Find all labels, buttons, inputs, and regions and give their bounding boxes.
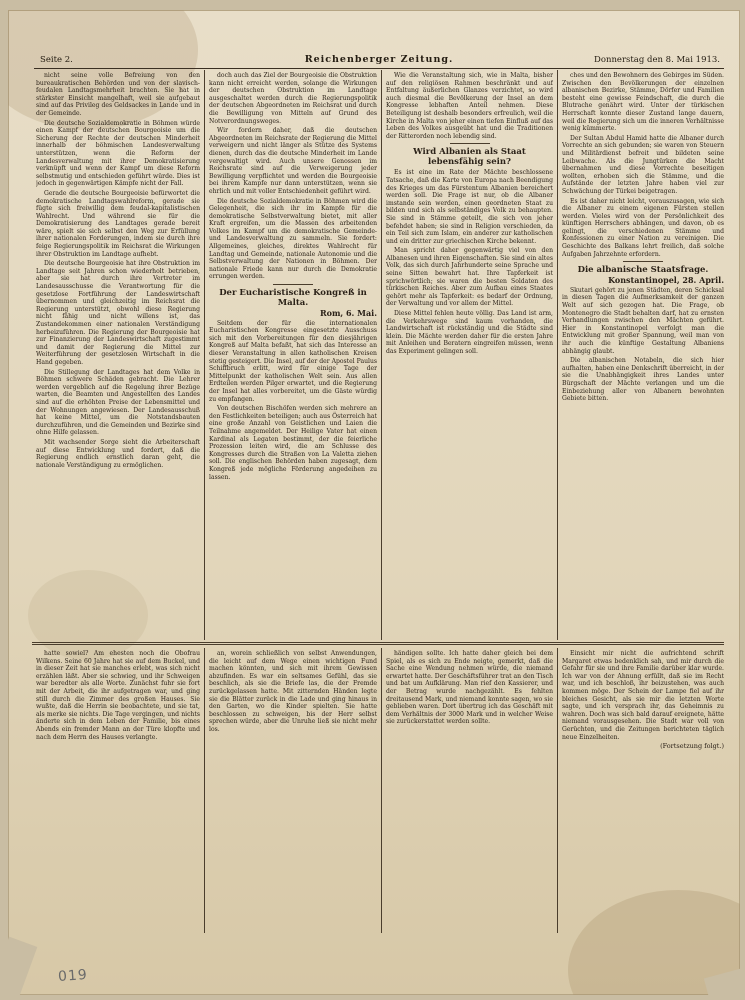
article-paragraph: Die deutsche Sozialdemokratie in Böhmen wird die Gelegenheit, die sich ihr im Kampfe für die demokratische Selbstverwaltung bietet, mit aller Kraft ergreifen, um die Massen des arbeitenden Volkes im Kampf um die demokratische Gemeinde- und Landesverwaltung zu sammeln. Sie fordert: Allgemeines, gleiches, direktes Wahlrecht für Landtag und Gemeinde, nationale Autonomie und die Selbstverwaltung der Nationen in Böhmen. Der nationale Friede kann nur durch die Demokratie errungen werden. [209,197,377,281]
article-paragraph: Wir fordern daher, daß die deutschen Abgeordneten im Reichsrate der Regierung die Mittel verweigern und nicht länger als Stütze des Systems dienen, durch das die deutsche Minderheit im Lande vergewaltigt wird. Auch unsere Genossen im Reichsrate sind auf die Verweigerung jeder Bewilligung verpflichtet und werden die Bourgeoisie bei ihrem Kampfe nur dann unterstützen, wenn sie ehrlich und mit voller Entschiedenheit geführt wird. [209,127,377,195]
article-paragraph: Der Sultan Abdul Hamid hatte die Albaner durch Vorrechte an sich gebunden; sie waren von Steuern und Militärdienst befreit und bildeten seine Leibwache. Als die Jungtürken die Macht übernahmen und diese Vorrechte beseitigen wollten, erhoben sich die Stämme, und die Aufstände der letzten Jahre haben viel zur Schwächung der Türkei beigetragen. [562,134,724,195]
article-paragraph: Seitdem der für die internationalen Eucharistischen Kongresse eingesetzte Ausschuss sich mit den Vorbereitungen für den diesjährigen Kongreß auf Malta befaßt, hat sich das Interesse an dieser Veranstaltung in allen katholischen Kreisen stetig gesteigert. Die Insel, auf der der Apostel Paulus Schiffbruch erlitt, wird für einige Tage der Mittelpunkt der katholischen Welt sein. Aus allen Erdteilen werden Pilger erwartet, und die Regierung der Insel hat alles vorbereitet, um die Gäste würdig zu empfangen. [209,319,377,403]
feuilleton-rule [32,642,724,643]
article-paragraph: Skutari gehört zu jenen Städten, deren Schicksal in diesen Tagen die Aufmerksamkeit der ganzen Welt auf sich gezogen hat. Die Frage, ob Montenegro die Stadt behalten darf, hat zu ernsten Verhandlungen zwischen den Mächten geführt. Hier in Konstantinopel verfolgt man die Entwicklung mit großer Spannung, weil man von ihr auch die künftige Gestaltung Albaniens abhängig glaubt. [562,286,724,355]
column-rule [557,648,558,933]
article-paragraph: doch auch das Ziel der Bourgeoisie die Obstruktion kann nicht erreicht werden, solange die Wirkungen der deutschen Obstruktion im Landtage ausgeschaltet werden durch die Regierungspolitik der deutschen Abgeordneten im Reichsrat und durch die Bewilligung von Mitteln auf Grund des Notverordnungsweges. [209,72,377,125]
column-rule [381,70,382,640]
article-heading: Wird Albanien als Staat lebensfähig sein? [413,147,526,168]
newspaper-page [8,10,740,995]
article-column-1 [36,72,200,638]
article-paragraph: Es ist eine im Rate der Mächte beschlossene Tatsache, daß die Karte von Europa nach Beendigung des Krieges um das Fürstentum Albanien bereichert werden soll. Die Frage ist nur, ob die Albaner imstande sein werden, einen geordneten Staat zu bilden und sich als selbständiges Volk zu behaupten. Sie sind in Stämme geteilt, die sich von jeher befehdet haben; sie sind in Religion verschieden, da ein Teil sich zum Islam, ein anderer zur katholischen und ein dritter zur griechischen Kirche bekennt. [386,169,553,245]
article-column-2 [209,72,377,638]
article-paragraph: Gerade die deutsche Bourgeoisie befürwortet die demokratische Landtagswahlreform, gerade sie fügte sich freiwillig dem feudal-kapitalistischen Wahlrecht. Und während sie für die Demokratisierung des Landtages gerade bereit wäre, spielt sie sich selbst den Weg zur Erfüllung ihrer nationalen Forderungen, indem sie durch ihre feige Regierungspolitik im Reichsrat die Wirkungen ihrer Obstruktion im Landtage aufhebt. [36,189,200,258]
torn-edge [8,937,37,995]
article-heading: Der Eucharistische Kongreß in Malta. [219,288,367,309]
article-dateline: Rom, 6. Mai. [319,308,377,319]
article-paragraph: Man spricht daher gegenwärtig viel von den Albanesen und ihren Eigenschaften. Sie sind ein altes Volk, das sich durch Jahrhunderte seine Sprache und seine Sitten bewahrt hat. Ihre Tapferkeit ist sprichwörtlich; sie waren die besten Soldaten des türkischen Reiches. Aber zum Aufbau eines Staates gehört mehr als Tapferkeit: es bedarf der Ordnung, der Verwaltung und vor allem der Mittel. [386,247,553,308]
article-dateline: Konstantinopel, 28. April. [608,275,724,286]
feuilleton-column-2 [209,650,377,932]
article-paragraph: Mit wachsender Sorge sieht die Arbeiterschaft auf diese Entwicklung und fordert, daß die Regierung endlich ernstlich daran geht, die nationale Verständigung zu ermöglichen. [36,438,200,469]
feuilleton-column-4 [562,650,724,932]
page-number: Seite 2. [40,55,73,65]
article-paragraph: ches und den Bewohnern des Gebirges im Süden. Zwischen den Bevölkerungen der einzelnen albanischen Bezirke, Stämme, Dörfer und Familien besteht eine gewisse Feindschaft, die durch die Blutrache genährt wird. Unter der türkischen Herrschaft konnte dieser Zustand lange dauern, weil die Regierung sich um die inneren Verhältnisse wenig kümmerte. [562,72,724,133]
section-divider [450,143,490,144]
feuilleton-rule [32,644,724,645]
article-paragraph: Diese Mittel fehlen heute völlig. Das Land ist arm, die Verkehrswege sind kaum vorhanden, die Landwirtschaft ist rückständig und die Städte sind klein. Die Mächte werden daher für die ersten Jahre mit Anleihen und Beratern eingreifen müssen, wenn das Experiment gelingen soll. [386,310,553,355]
article-column-4 [562,72,724,638]
article-paragraph: Es ist daher nicht leicht, vorauszusagen, wie sich die Albaner zu einem eigenen Fürsten stellen werden. Vieles wird von der Persönlichkeit des künftigen Herrschers abhängen, und davon, ob es gelingt, die verschiedenen Stämme und Konfessionen zu einer Nation zu vereinigen. Die Geschichte des Balkans lehrt freilich, daß solche Aufgaben Jahrzehnte erfordern. [562,197,724,258]
feuilleton-column-1 [36,650,200,932]
issue-date: Donnerstag den 8. Mai 1913. [594,55,720,65]
article-paragraph: nicht seine volle Befreiung von den bureaukratischen Behörden und von der slavisch-feudalen Landtagsmehrheit brachten. Sie hat in stärkster Einsicht mangelhaft, weil sie aufgebaut sind auf das Privileg des Geldsackes in Lande und in der Gemeinde. [36,72,200,117]
article-paragraph: Wie die Veranstaltung sich, wie in Malta, bisher auf den religiösen Rahmen beschränkt und auf Entfaltung äußerlichen Glanzes verzichtet, so wird auch diesmal die Bevölkerung der Insel an dem Kongresse lebhaften Anteil nehmen. Diese Beteiligung ist deshalb besonders erfreulich, weil die Kirche in Malta von jeher einen tiefen Einfluß auf das Leben des Volkes ausgeübt hat und die Traditionen der Ritterorden noch lebendig sind. [386,72,553,140]
continuation-note: (Fortsetzung folgt.) [660,742,724,751]
feuilleton-column-3 [386,650,553,932]
column-rule [557,70,558,640]
article-paragraph: Die albanischen Notabeln, die sich hier aufhalten, haben eine Denkschrift überreicht, in der sie die Unabhängigkeit ihres Landes unter Bürgschaft der Mächte verlangen und um die Einbeziehung aller von Albanern bewohnten Gebiete bitten. [562,357,724,403]
page-header [34,54,724,69]
article-paragraph: Von deutschen Bischöfen werden sich mehrere an den Festlichkeiten beteiligen; auch aus Österreich hat eine große Anzahl von Geistlichen und Laien die Teilnahme angemeldet. Der Heilige Vater hat einen Kardinal als Legaten bestimmt, der die feierliche Prozession leiten wird, die am Schlusse des Kongresses durch die Straßen von La Valetta ziehen soll. Die englischen Behörden haben zugesagt, dem Kongreß jede mögliche Förderung angedeihen zu lassen. [209,405,377,481]
pencil-margin-note: 019 [57,966,89,986]
feuilleton-paragraph: händigen sollte. Ich hatte daher gleich bei dem Spiel, als es sich zu Ende neigte, gemerkt, daß die Sache eine Wendung nehmen würde, die niemand erwartet hatte. Der Geschäftsführer trat an den Tisch und bat um Aufklärung. Man rief den Kassierer, und der Betrag wurde nachgezählt. Es fehlten dreitausend Mark, und niemand konnte sagen, wo sie geblieben waren. Dort übertrug ich das Geschäft mit dem Verhältnis der 3000 Mark und in welcher Weise sie zurückerstattet werden sollte. [386,650,553,726]
column-rule [204,70,205,640]
column-rule [381,648,382,933]
article-paragraph: Die deutsche Bourgeoisie hat ihre Obstruktion im Landtage seit Jahren schon wiederholt betrieben, aber sie hat durch ihre Vertreter im Landesausschusse die Verantwortung für die gesetzlose Fortführung der Landeswirtschaft übernommen und gleichzeitig im Reichsrat die Regierung unterstützt, obwohl diese Regierung nicht fähig und nicht willens ist, das Zustandekommen einer nationalen Verständigung herbeizuführen. Die Regierung der Bourgeoisie hat zur Finanzierung der Landeswirtschaft zugestimmt und damit der Regierung die Mittel zur Weiterführung der gesetzlosen Wirtschaft in die Hand gegeben. [36,260,200,366]
feuilleton-paragraph: hatte sowiel? Am ehesten noch die Obofrau Wilkens. Seine 60 Jahre hat sie auf dem Buckel, und in dieser Zeit hat sie manches erlebt, was sich nicht erzählen läßt. Aber sie schwieg, und ihr Schweigen war beredter als alle Worte. Zunächst fuhr sie fort mit der Arbeit, die ihr aufgetragen war, und ging still durch die Zimmer des großen Hauses. Sie wußte, daß die Herrin sie beobachtete, und sie tat, als merke sie nichts. Die Tage vergingen, und nichts änderte sich in dem Leben der Familie, bis eines Abends ein fremder Mann an der Türe klopfte und nach dem Herrn des Hauses verlangte. [36,650,200,741]
column-rule [204,648,205,933]
article-paragraph: Die deutsche Sozialdemokratie in Böhmen würde einen Kampf der deutschen Bourgeoisie um die Sicherung der Rechte der deutschen Minderheit innerhalb der böhmischen Landesverwaltung unterstützen, wenn die Reform der Landesverwaltung mit ihrer Demokratisierung verknüpft und wenn der Kampf um diese Reform selbstmutig und entschieden geführt würde. Dies ist jedoch in gegenwärtigen Kämpfe nicht der Fall. [36,119,200,188]
article-heading: Die albanische Staatsfrage. [577,265,709,276]
newspaper-title: Reichenberger Zeitung. [304,54,454,65]
feuilleton-paragraph: Einsicht mir nicht die aufrichtend schrift Margaret etwas bedenklich sah, und mir durch die Gefahr für sie und ihre Familie darüber klar wurde. Ich war von der Ahnung erfüllt, daß sie im Recht war, und ich beschloß, ihr beizustehen, was auch kommen möge. Der Schein der Lampe fiel auf ihr bleiches Gesicht, als sie mir die letzten Worte sagte, und ich versprach ihr, das Geheimnis zu wahren. Doch was sich bald darauf ereignete, hätte niemand vorausgesehen. Die Stadt war voll von Gerüchten, und die Zeitungen berichteten täglich neue Einzelheiten. [562,650,724,741]
feuilleton-paragraph: an, worein schließlich von selbst Anwendungen, die leicht auf dem Wege einen wichtigen Fund machen könnten, und sich mit ihrem Gewissen abzufinden. Es war ein seltsames Gefühl, das sie beschlich, als sie die Briefe las, die der Fremde zurückgelassen hatte. Mit zitternden Händen legte sie die Blätter zurück in die Lade und ging hinaus in den Garten, wo die Kinder spielten. Sie hatte beschlossen zu schweigen, bis der Herr selbst sprechen würde, aber die Unruhe ließ sie nicht mehr los. [209,650,377,733]
article-column-3 [386,72,553,638]
section-divider [273,284,313,285]
article-paragraph: Die Stillegung der Landtages hat dem Volke in Böhmen schwere Schäden gebracht. Die Lehrer werden vergeblich auf die Regelung ihrer Bezüge warten, die Beamten und Angestellten des Landes sind auf die erhöhten Preise der Lebensmittel und der Wohnungen angewiesen. Der Landesausschuß hat keine Mittel, um die Notstandsbauten durchzuführen, und die Gemeinden und Bezirke sind ohne Hilfe gelassen. [36,368,200,437]
section-divider [623,261,663,262]
